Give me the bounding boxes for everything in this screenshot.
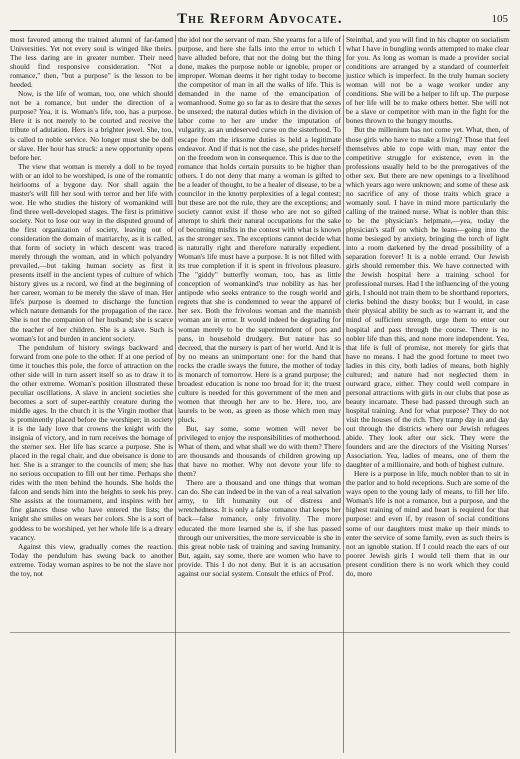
- column-3: [346, 35, 509, 753]
- page-title: The Reform Advocate.: [177, 11, 343, 27]
- paragraph: The pendulum of history swings backward and forward from one pole to the other. If at one period of time it touches this pole, the force of attraction on the other side will in turn assert itself so as to draw it to the other extreme. Woman's position illustrated these peculiar oscillations. A slave in ancient societies she becomes a sort of super-earthly creature during the middle ages. In the church it is the Virgin mother that is prominently placed before the worshiper; in society it is the lady love that crowns the knight with the insignia of victory, and in turn receives the homage of the sterner sex. Her life has scarce a purpose. She is placed in the regal chair, and due obeisance is done to her. She is a stranger to the councils of men; she has no serious occupation to fill out her time. Perhaps she rides with the men behind the hounds. She holds the falcon and sends him into the heights to seek his prey. She assists at the tournament, and inspires with her fine glances those who have entered the lists; the knight she smiles on wears her colors. She is a sort of goddess to be worshiped, yet her whole life is a dreary vacancy.: [10, 342, 173, 542]
- paragraph: The view that woman is merely a doll to be toyed with or an idol to be worshiped, is one of the romantic heirlooms of a bygone day. Nor shall again the master's will fill her soul with terror and her life with woe. He who studies the history of womankind will find three well-developed stages. The first is primitive society. Not to lose our way in the disputed ground of the first organization of society, leaving out of consideration the domain of matriarchy, as it is called, that form of society in which descent was traced merely through the woman, and in which polyandry prevailed,—but taking human society as first it presents itself in the ancient types of culture of which history gives us a record, we find at the beginning of her career, woman to be merely the slave of man. Her life's purpose is deemed to discharge the function which nature demands for the propagation of the race. She is not the companion of her husband; she is scarce the teacher of her children. She is a slave. Such is woman's lot and burden in ancient society.: [10, 161, 173, 343]
- column-divider: [343, 35, 344, 753]
- paragraph: Here is a purpose in life, much nobler than to sit in the parlor and to hold receptions. Such are some of the ways open to the young lady of means, to fill her life. Woman's life is not a romance, but a purpose, and the highest training of mind and heart is required for that purpose: and even if, by reason of social conditions some of our daughters must make up their minds to enter the service of some family, even as such theirs is not an ignoble station. If I could reach the ears of our poorer Jewish girls I would tell them that in our present condition there is no work which they could do, more: [346, 469, 509, 578]
- paragraph: But, say some, some women will never be privileged to enjoy the responsibilities of motherhood. What of them, and what shall we do with them? There are thousands and thousands of children growing up that have no mother. Why not devote your life to them?: [178, 424, 341, 479]
- column-2: [178, 35, 341, 753]
- page-number: 105: [491, 13, 508, 25]
- sheet-fold-line: [10, 632, 510, 633]
- paragraph: Steinthal, and you will find in his chapter on socialism what I have in bungling words attempted to make clear for you. As long as woman is made a provider social conditions are arranged by a standard of counterfeit justice which is imperfect. In the truly human society woman will not be a wage worker under any conditions. She will be a helper to lift up. The purpose of her life will be to make others better. She will not be a slave or competitor with man in the fight for the bones thrown to the hungry mouths.: [346, 35, 509, 126]
- page-header: [10, 8, 510, 30]
- paragraph: the idol nor the servant of man. She yearns for a life of purpose, and here she falls into the error to which I have alluded before, that not the doing but the thing done, makes the purpose noble or ignoble, proper or improper. Woman deems it her right today to become the competitor of man in all the walks of life. This is demanded in the name of the emancipation of womanhood. Some go so far as to desire that the sexes be unsexed; the natural duties which in the division of labor come to her are under the imputation of vulgarity, as an undeserved curse on the sisterhood. To escape from the irksome duties is held a legitimate endeavor. And if that is not the case, she prides herself on the freedom won in consequence. This is due to the romance that holds certain pursuits to be higher than others. I do not deny that many a woman is gifted to be a leader of thought, to be a healer of disease, to be a councilor in the knotty perplexities of a legal contest; but these are not the rule, they are the exceptions; and society cannot exist if those who are not so gifted attempt to shirk their natural occupations for the sake of becoming misfits in the contest with what is known as the stronger sex. The exceptions cannot decide what is naturally right and therefore naturally expedient. Woman's life must have a purpose. It is not filled with its true completion if it is spent in frivolous pleasure. The "giddy" butterfly woman, too, has as little conception of womankind's true nobility as has her antipode who seeks entrance to the rough world and regrets that she is condemned to wear the apparel of her sex. Both the frivolous woman and the mannish woman are in error. It would indeed be degrading for woman merely to be the superintendent of pots and pans, in household drudgery. But nature has so decreed, that the nursery is part of her world. And it is by no means an unimportant one: for the hand that rocks the cradle sways the future, the mother of today is monarch of tomorrow. Here is a grand purpose; the broadest education is none too broad for it; the truest culture is needed for this government of the men and women that through her are to be. Here, too, are laurels to be won, as green as those which men may pluck.: [178, 35, 341, 424]
- paragraph: Now, is the life of woman, too, one which should not be a romance, but under the direction of a purpose? Yea, it is. Woman's life, too, has a purpose. Here it is not merely to be courted and receive the tribute of adulation. Hers is a brighter jewel. She, too, is called to noble service. No longer must she be doll or slave. Her hour has struck: a new opportunity opens before her.: [10, 89, 173, 162]
- paragraph: But the millenium has not come yet. What, then, of those girls who have to make a living? Those that feel themselves able to cope with man, may enter the competitive struggle for existence, even in the professions usually held to be the prerogatives of the other sex. But there are new openings to a livelihood which years ago were unknown; and some of these ask no sacrifice of any of those traits which grace a womanly soul. I have in mind more particularly the calling of the trained nurse. What is nobler than this: to be the physician's helpmate,—yea, today the physician's staff on which he leans—going into the home besieged by anxiety, bringing the torch of light into a room darkened by the dread possibility of a separation forever! It is a noble errand. Our Jewish girls should remember this. We have connected with the Jewish hospital here a training school for professional nurses. Had I the influencing of the young girls, I should not train them to be shorthand reporters, clerks behind the dusty books; but I would, in case their physical ability be such as to warrant it, and the mind of sufficient strength, urge them to enter our hospital and pass through the course. There is no nobler life than this, and none more independent. Yea, that life is full of promise, not merely for girls that have no means. I had the good fortune to meet two ladies in this city, both ladies of means, both highly cultured; and nature had not neglected them in outward grace, either. They could well compare in personal attractions with girls in our clubs that pose as beauty incarnate. These had passed through such an hospital training. And for what purpose? They do not visit the houses of the rich. They tramp day in and day out through the districts where our Jewish refugees abide. They look after our sick. They were the founders and are the directors of the Visiting Nurses' Association. Yea, ladies of means, one of them the daughter of a millionaire, and both of highest culture.: [346, 125, 509, 470]
- header-rule: [10, 30, 510, 31]
- paragraph: There are a thousand and one things that woman can do. She can indeed be in the van of a real salvation army, to lift humanity out of distress and wretchedness. It is only a false romance that keeps her back—false romance, only frivolity. The more educated the more learned she is, if she has passed through our universities, the more serviceable is she in this great noble task of training and saving humanity. But, again, say some, there are women who have to provide. This I do not deny. But it is an accusation against our social system. Consult the ethics of Prof.: [178, 478, 341, 578]
- column-divider: [175, 35, 176, 753]
- paragraph: most favored among the trained alumni of far-famed Universities. Yet not every soul is winged like theirs. The less daring are in greater number. Their need should find responsive consideration. "Not a romance," then, "but a purpose" is the lesson to be heeded.: [10, 35, 173, 90]
- column-1: [10, 35, 173, 753]
- paragraph: Against this view, gradually comes the reaction. Today the pendulum has swung back to another extreme. Today woman aspires to be not the slave nor the toy, not: [10, 541, 173, 578]
